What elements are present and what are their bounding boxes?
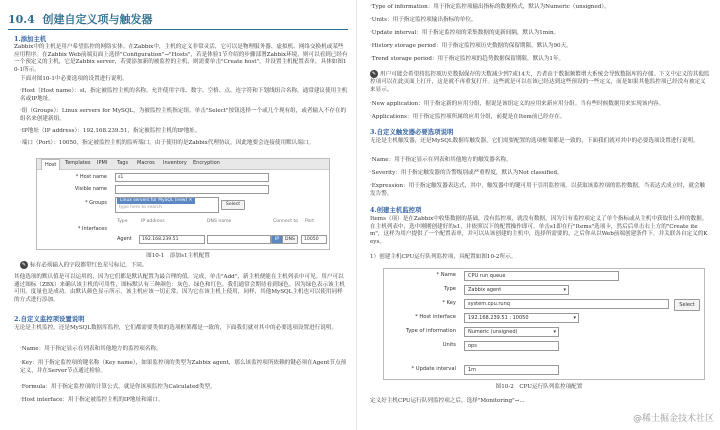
note: ✎ 标有必须输入的字段都带红色星号标记，下同。 bbox=[21, 262, 148, 269]
update-interval-input[interactable]: 1m bbox=[464, 365, 559, 375]
paragraph: ·Name：用于指定显示在列表和其他地方的监控项名称。 bbox=[20, 346, 162, 352]
figure-caption: 图10-2 CPU运行队列监控项配置 bbox=[495, 384, 583, 390]
groups-label: * Groups bbox=[85, 200, 107, 206]
paragraph: 无论是主机触发器，还是MySQL数据库触发器，它们需要配置的选项框架都是一致的，下面我们就对其中的必要选项设置进行说明。 bbox=[370, 138, 699, 144]
paragraph: ·History storage period：用于指定监控项历史数据的保留期限，默认为90天。 bbox=[370, 43, 572, 49]
dns-input[interactable] bbox=[207, 235, 271, 244]
paragraph: Zabbix中的主机是用户希望监控的网络实体。在Zabbix中，主机的定义非常灵活，它可以是物理服务器、虚拟机、网络交换机或某些应用程序。在Zabbix Web前端页面上选择"Configuration"→"Hosts"，若是体验1节介绍的步骤部署Zabbix环境，则可以看到已经有一个预定义的主机，它是Zabbix server，若要添加新的被监控的主机，则需要单击"Create host"，并设置主机配置表单，具体如图10-1所示。 bbox=[14, 44, 348, 73]
paragraph: ·组（Groups）：Linux servers for MySQL，为被监控主机指定组。单击"Select"按钮选择一个或几个现有组，或者输入不存在的组名来创建新组。 bbox=[20, 108, 347, 122]
tab-ipmi[interactable]: IPMI bbox=[97, 160, 108, 166]
agent-label: Agent bbox=[117, 236, 132, 242]
watermark: @稀土掘金技术社区 bbox=[632, 414, 714, 424]
name-input[interactable]: CPU run queue bbox=[464, 271, 619, 281]
host-interface-label: * Host interface bbox=[415, 314, 456, 320]
type-of-information-label: Type of information bbox=[405, 328, 456, 334]
paragraph: ·Trend storage period：用于指定监控项的趋势数据保留期限，默认为1年。 bbox=[370, 56, 565, 62]
paragraph: ·Key：用于指定监控项的键名称（Key name），如果监控项的类型为Zabbix agent，那么该监控项所依赖的键必须在Agent节点预定义，并在Server节点通过检验。 bbox=[20, 360, 347, 374]
left-page bbox=[0, 0, 356, 430]
col-type: Type bbox=[117, 219, 128, 224]
col-dns: DNS name bbox=[207, 219, 232, 224]
paragraph: ·Update interval：用于指定监控项的采集数据的更新间隔，默认为1min。 bbox=[370, 30, 560, 36]
tab-encryption[interactable]: Encryption bbox=[193, 160, 220, 166]
select-button[interactable]: Select bbox=[221, 200, 245, 210]
units-input[interactable]: ops bbox=[464, 341, 559, 351]
col-connect: Connect to bbox=[273, 219, 299, 224]
visible-name-input[interactable] bbox=[115, 185, 269, 194]
update-interval-label: * Update interval bbox=[411, 366, 456, 372]
section-number: 10.4 bbox=[8, 13, 35, 26]
paragraph: 1）创建主机CPU运行队列监控项，具配置如图10-2所示。 bbox=[370, 254, 517, 260]
paragraph: ·Formula：用于指定监控项的计算公式，就是你该项监控为Calculated类型。 bbox=[20, 384, 216, 390]
subheading-add-host: 1.添加主机 bbox=[14, 35, 47, 43]
name-label: * Name bbox=[436, 272, 456, 278]
paragraph: ·Name：用于指定显示在列表和其他地方的触发器名称。 bbox=[370, 157, 512, 163]
units-label: Units bbox=[442, 342, 456, 348]
host-interface-select[interactable]: 192.168.239.51 : 10050 ▾ bbox=[464, 313, 579, 323]
paragraph: ·Units：用于指定监控项输出指标的单位。 bbox=[370, 17, 477, 23]
note-icon: ✎ bbox=[371, 71, 377, 77]
subheading-create-items: 4.创建主机监控项 bbox=[370, 206, 422, 214]
type-select[interactable]: Zabbix agent ▾ bbox=[464, 285, 569, 295]
paragraph: ·Type of information：用于指定监控项输出指标的数据格式，默认为Numeric（unsigned）。 bbox=[370, 4, 610, 10]
right-page bbox=[358, 0, 720, 430]
paragraph: 其他选项的默认值是可以运用的，因为它们都是默认配置为最合理的值。完成，单击"Add"，新主机便能在主机列表中可见。用户可以通过图标（ZBX）来确认该主机的可用性，图标默认有三种颜色：灰色、绿色和红色。我们通常会期待看到绿色。因为绿色表示该主机可用。度量也是成功。由默认颜色显示所示，该主机应该一切正常，因为它在该主机上使用，同样，其他MySQL主机也可以使用同样的方式进行添加。 bbox=[14, 274, 345, 303]
paragraph: Items（项）是在Zabbix中收集数据的基础，没有监控项，就没有数据，因为只有监控项定义了单个指标或从主机中获取什么样的数据。在主机列表中，选中刚刚创建好的s1，并依照以下的配置操作即可。单击s1即在行"Items"选项卡，然后后单击右上方的"Create item"，这样为用户提供了一个配置表单，并可以从该创建的主机中，选择所需要的，之后你从以Web前端创建条件下，并关联各自定义的Keys。 bbox=[370, 216, 708, 245]
select-button[interactable]: Select bbox=[674, 299, 700, 311]
paragraph: ·Applications：用于指定监控项所属的应用分组，前提是在Item前已经存在。 bbox=[370, 114, 566, 120]
chevron-down-icon: ▾ bbox=[553, 329, 556, 335]
port-input[interactable]: 10050 bbox=[301, 235, 327, 244]
paragraph: ·IP地址（IP address）：192.168.239.51，指定被监控主机的IP地址。 bbox=[20, 128, 201, 134]
tab-tags[interactable]: Tags bbox=[117, 160, 129, 166]
paragraph: 定义好主机CPU运行队列监控项之后，选择"Monitoring"→... bbox=[370, 398, 525, 404]
section-title: 创建自定义项与触发器 bbox=[42, 13, 153, 26]
paragraph: ·Severity：用于指定触发器的告警级别或严重程度，默认为Not classified。 bbox=[370, 170, 563, 176]
key-label: * Key bbox=[442, 300, 456, 306]
dns-toggle[interactable]: DNS bbox=[282, 235, 298, 244]
key-input[interactable]: system.cpu.runq bbox=[464, 299, 669, 309]
host-config-screenshot bbox=[36, 158, 330, 250]
chevron-down-icon: ▾ bbox=[573, 315, 576, 321]
tab-macros[interactable]: Macros bbox=[137, 160, 155, 166]
paragraph: 下面对图10-1中必要选项的设置进行说明。 bbox=[20, 76, 128, 82]
paragraph: ·New application：用于指定新的应用分组，据说是该组定义的应用来新应用分组。当有些时候数据用来实现该内容。 bbox=[370, 101, 665, 107]
subheading-item-settings: 2.自定义监控项设置说明 bbox=[14, 315, 85, 323]
figure-caption: 图10-1 添加s1主机配置 bbox=[146, 253, 210, 259]
note: ✎ 用户可能会希望将监控项历史数据保存的天数减少到7或14天，否者由于数据频繁增大系统会导致数据库的存储。下文中定义的其他监控项可以在此页面上打开，这是就不再重复打开。这些就是可以在该已经达到这些预设的一些定义，而是如果其他监控项已经没有被定义来显示。 bbox=[370, 71, 710, 93]
host-name-label: * Host name bbox=[75, 174, 107, 180]
item-config-screenshot bbox=[383, 268, 705, 380]
paragraph: ·端口（Port）：10050，指定被监控主机的监听端口，由于使用的是Zabbix代理协议，因此地要会连接使用默认端口。 bbox=[20, 140, 315, 146]
tab-templates[interactable]: Templates bbox=[65, 160, 91, 166]
section-heading bbox=[8, 11, 152, 27]
subheading-triggers: 3.自定义触发器必要选项说明 bbox=[370, 128, 454, 136]
tab-host[interactable]: Host bbox=[41, 159, 60, 170]
heading-rule bbox=[8, 29, 348, 30]
note-icon: ✎ bbox=[21, 262, 27, 268]
col-port: Port bbox=[305, 219, 315, 224]
paragraph: ·Host（Host name）：sl，指定被监控主机的名称。允许使用字母、数字、空格、点、连字符和下划线组合名称，通常建议使用主机名或IP地址。 bbox=[20, 88, 348, 102]
host-name-input[interactable]: s1 bbox=[115, 173, 269, 182]
interfaces-label: * Interfaces bbox=[77, 226, 107, 232]
col-ip: IP address bbox=[141, 219, 165, 224]
ip-input[interactable]: 192.168.239.51 bbox=[139, 235, 205, 244]
paragraph: 无论是主机监控，还是MySQL数据库监控，它们都需要类似的选项框架都是一致的，下面我们就对其中的必要选项设置进行说明。 bbox=[14, 325, 338, 331]
paragraph: ·Host interface：用于指定被监控主机的IP地址和端口。 bbox=[20, 397, 164, 403]
groups-placeholder: type here to search bbox=[119, 205, 162, 210]
chevron-down-icon: ▾ bbox=[563, 287, 566, 293]
page-separator bbox=[356, 0, 357, 430]
paragraph: ·Expression：用于指定触发器表达式，其中，触发器中的键可用于引用监控项，以获取该监控项的监控数据，当表达式成立时，就会触发告警。 bbox=[370, 183, 706, 197]
ip-toggle[interactable]: IP bbox=[271, 235, 283, 244]
tab-bar bbox=[37, 159, 329, 170]
type-of-information-select[interactable]: Numeric (unsigned) ▾ bbox=[464, 327, 559, 337]
type-label: Type bbox=[444, 286, 456, 292]
visible-name-label: Visible name bbox=[74, 186, 107, 192]
tab-inventory[interactable]: Inventory bbox=[163, 160, 187, 166]
group-chip[interactable]: Linux servers for MySQL (new) ✕ bbox=[117, 198, 195, 204]
